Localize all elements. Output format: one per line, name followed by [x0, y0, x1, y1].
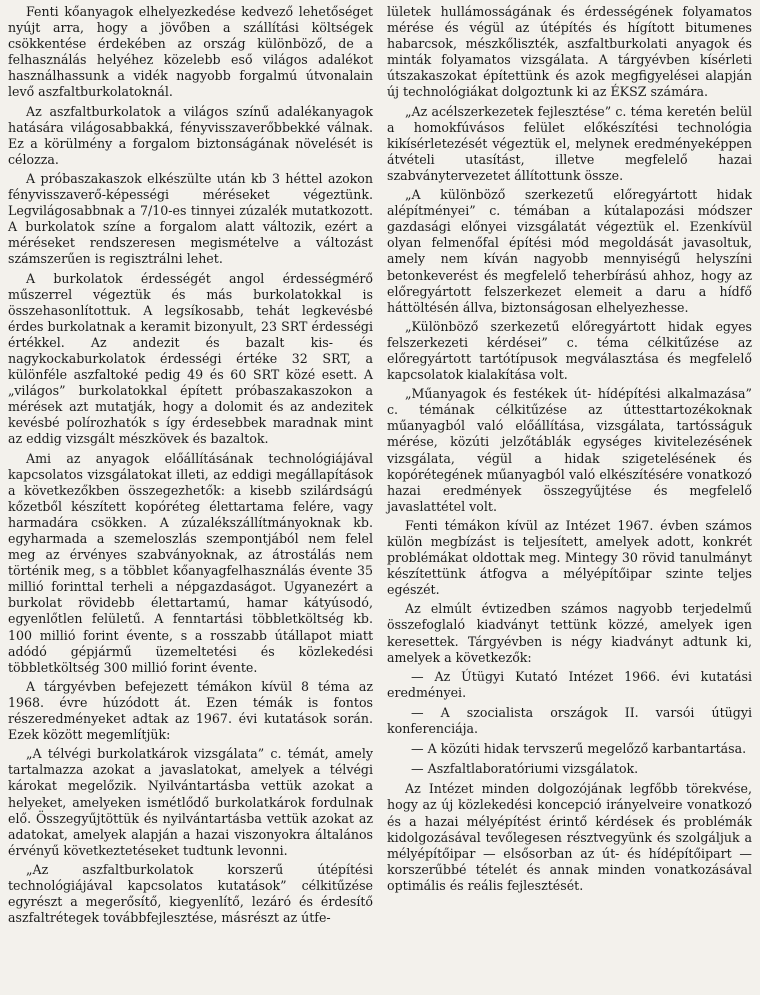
paragraph: „A különböző szerkezetű előregyártott hidak alépítményei” c. témában a kútalapozási módszer gazdasági előnyei vizsgálatát végeztük el. Ezenkívül olyan felmenőfal építési mód megoldását javasoltuk, amely nem kíván nagyobb mennyiségű helyszíni betonkeverést és megfelelő teherbírású ahhoz, hogy az előregyártott felszerkezet elemeit a daru a hídfő háttöltésén állva, biztonságosan elhelyezhesse.: [387, 187, 752, 315]
paragraph: Ami az anyagok előállításának technológiájával kapcsolatos vizsgálatokat illeti, az eddigi megállapítások a következőkben összegezhetők: a kisebb szilárdságú kőzetből készített kopóréteg élettartama felére, vagy harmadára csökken. A zúzalékszállítmányoknak kb. egyharmada a szemeloszlás szempontjából nem felel meg az érvényes szabványoknak, az átrostálás nem történik meg, s a többlet kőanyagfelhasználás évente 35 millió forinttal terheli a népgazdaságot. Ugyanezért a burkolat rövidebb élettartamú, hamar kátyúsodó, egyenlőtlen felületű. A fenntartási többletköltség kb. 100 millió forint évente, s a rosszabb útállapot miatt adódó gépjármű üzemeltetési és közlekedési többletköltség 300 millió forint évente.: [8, 450, 373, 675]
paragraph: A burkolatok érdességét angol érdességmérő műszerrel végeztük és más burkolatokkal is összehasonlítottuk. A legsíkosabb, tehát legkevésbé érdes burkolatnak a keramit bizonyult, 23 SRT érdességi értékkel. Az andezit és bazalt kis- és nagykockaburkolatok érdességi értéke 32 SRT, a különféle aszfaltoké pedig 49 és 60 SRT közé esett. A „világos” burkolatokkal épített próbaszakaszokon a mérések azt mutatják, hogy a dolomit és az andezitek kevésbé polírozhatók s így érdesebbek maradnak mint az eddig vizsgált mészkövek és bazaltok.: [8, 270, 373, 447]
paragraph: Az elmúlt évtizedben számos nagyobb terjedelmű összefoglaló kiadványt tettünk közzé, amelyek igen keresettek. Tárgyévben is négy kiadványt adtunk ki, amelyek a következők:: [387, 601, 752, 665]
paragraph: Fenti témákon kívül az Intézet 1967. évben számos külön megbízást is teljesített, amelyek adott, konkrét problémákat oldottak meg. Mintegy 30 rövid tanulmányt készítettünk átfogva a mélyépítőipar szinte teljes egészét.: [387, 517, 752, 598]
left-column: [8, 4, 373, 995]
paragraph: „A télvégi burkolatkárok vizsgálata” c. témát, amely tartalmazza azokat a javaslatokat, amelyek a télvégi károkat megelőzik. Nyilvántartásba vettük azokat a helyeket, amelyeken ismétlődő burkolatkárok fordulnak elő. Összegyűjtöttük és nyilvántartásba vettük azokat az adatokat, amelyek alapján a hazai viszonyokra általános érvényű következtetéseket tudtunk levonni.: [8, 746, 373, 858]
paragraph: „Műanyagok és festékek út- hídépítési alkalmazása” c. témának célkitűzése az úttesttartozékoknak műanyagból való előállítása, vizsgálata, tartósságuk mérése, közúti jelzőtáblák egységes kivitelezésének vizsgálata, végül a hidak szigetelésének és kopórétegének műanyagból való elkészítésére vonatkozó hazai eredmények összegyűjtése és megfelelő javaslattétel volt.: [387, 386, 752, 514]
paragraph: Fenti kőanyagok elhelyezkedése kedvező lehetőséget nyújt arra, hogy a jövőben a szállítási költségek csökkentése érdekében az ország különböző, de a felhasználás helyéhez közelebb eső világos adalékot használhassunk a vidék nagyobb forgalmú útvonalain levő aszfaltburkolatoknál.: [8, 4, 373, 100]
paragraph: Az Intézet minden dolgozójának legfőbb törekvése, hogy az új közlekedési koncepció irányelveire vonatkozó és a hazai mélyépítést érintő kérdések és problémák kidolgozásával tevőlegesen résztvegyünk és szolgáljuk a mélyépítőipar — elsősorban az út- és hídépítőipart — korszerűbbé tételét és annak minden vonatkozásával optimális és reális fejlesztését.: [387, 781, 752, 893]
list-item: — Az Útügyi Kutató Intézet 1966. évi kutatási eredményei.: [387, 668, 752, 700]
right-column: [387, 4, 752, 995]
paragraph: lületek hullámosságának és érdességének folyamatos mérése és végül az útépítés és hígított bitumenes habarcsok, mészkőliszték, aszfaltburkolati anyagok és minták folyamatos vizsgálata. A tárgyévben kísérleti útszakaszokat építettünk és azok megfigyelései alapján új technológiákat dolgoztunk ki az ÉKSZ számára.: [387, 4, 752, 100]
list-item: — Aszfaltlaboratóriumi vizsgálatok.: [411, 761, 639, 777]
paragraph: „Az aszfaltburkolatok korszerű útépítési technológiájával kapcsolatos kutatások” célkitűzése egyrészt a megerősítő, kiegyenlítő, lezáró és érdesítő aszfaltrétegek továbbfejlesztése, másrészt az útfe-: [8, 861, 373, 926]
list-item: — A szocialista országok II. varsói útügyi konferenciája.: [387, 704, 752, 737]
paragraph: „Különböző szerkezetű előregyártott hidak egyes felszerkezeti kérdései” c. téma célkitűzése az előregyártott tartótípusok megválasztása és megfelelő kapcsolatok kialakítása volt.: [387, 318, 752, 383]
list-item: — A közúti hidak tervszerű megelőző karbantartása.: [411, 741, 747, 757]
paragraph: „Az acélszerkezetek fejlesztése” c. téma keretén belül a homokfúvásos felület előkészítési technológia kikísérletezését végeztük el, melynek eredményeképpen átvételi utasítást, illetve megfelelő hazai szabványtervezetet állítottunk össze.: [387, 103, 752, 183]
paragraph: A tárgyévben befejezett témákon kívül 8 téma az 1968. évre húzódott át. Ezen témák is fontos részeredményeket adtak az 1967. évi kutatások során. Ezek között megemlítjük:: [8, 678, 373, 743]
paragraph: Az aszfaltburkolatok a világos színű adalékanyagok hatására világosabbakká, fényvisszaverőbbekké válnak. Ez a körülmény a forgalom biztonságának növelését is célozza.: [8, 103, 373, 167]
paragraph: A próbaszakaszok elkészülte után kb 3 héttel azokon fényvisszaverő-képességi méréseket végeztünk. Legvilágosabbnak a 7/10-es tinnyei zúzalék mutatkozott. A burkolatok színe a forgalom alatt változik, ezért a méréseket rendszeresen megismételve a változást számszerűen is regisztrálni lehet.: [8, 170, 373, 267]
